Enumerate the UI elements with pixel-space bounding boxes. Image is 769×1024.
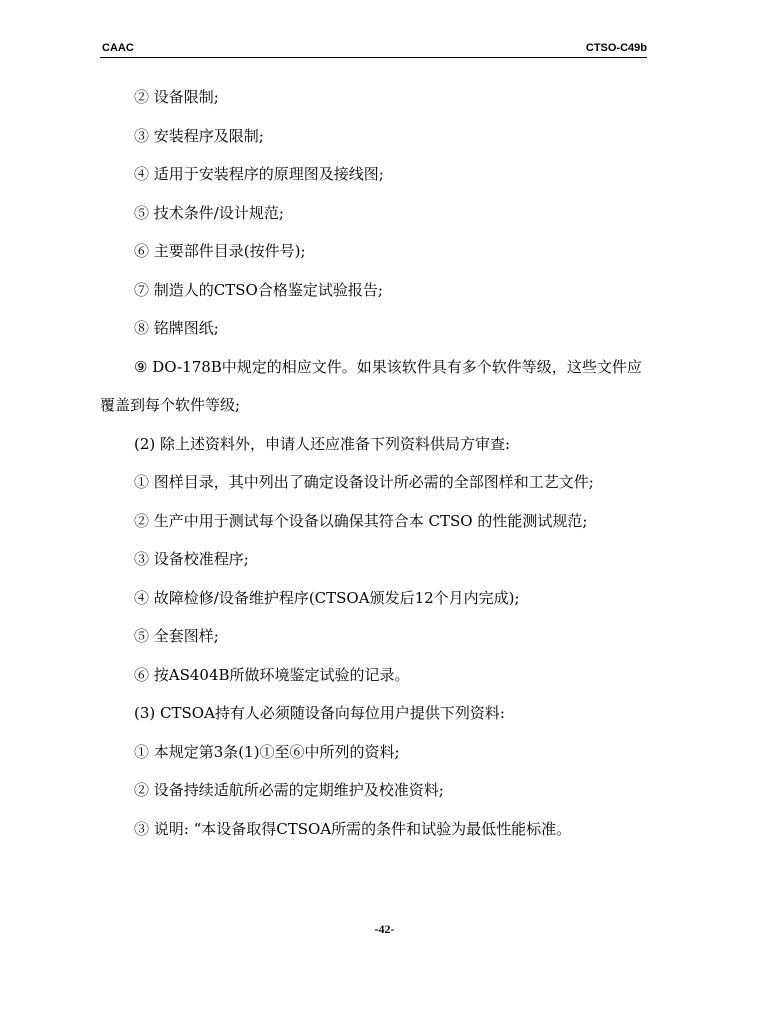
list-item: ① 图样目录，其中列出了确定设备设计所必需的全部图样和工艺文件; [134, 473, 594, 491]
list-item: ④ 适用于安装程序的原理图及接线图; [134, 165, 384, 183]
list-item: ⑥ 主要部件目录(按件号); [134, 242, 306, 260]
list-item: ③ 说明: “本设备取得CTSOA所需的条件和试验为最低性能标准。 [134, 819, 572, 838]
page-number: -42- [374, 922, 395, 936]
section-heading: (3) CTSOA持有人必须随设备向每位用户提供下列资料: [134, 704, 505, 722]
list-item: ② 设备持续适航所必需的定期维护及校准资料; [134, 781, 444, 799]
page-header [100, 40, 647, 58]
list-item: ④ 故障检修/设备维护程序(CTSOA颁发后12个月内完成); [134, 588, 520, 607]
list-item: ⑦ 制造人的CTSO合格鉴定试验报告; [134, 280, 383, 299]
list-item: ⑤ 技术条件/设计规范; [134, 203, 284, 222]
list-item: ② 设备限制; [134, 88, 219, 106]
document-body [100, 78, 647, 848]
list-item: ⑧ 铭牌图纸; [134, 319, 219, 337]
header-org: CAAC [102, 42, 134, 54]
list-item: ③ 设备校准程序; [134, 550, 249, 568]
list-item: ③ 安装程序及限制; [134, 126, 264, 145]
list-item: ① 本规定第3条(1)①至⑥中所列的资料; [134, 742, 400, 761]
list-item: ⑥ 按AS404B所做环境鉴定试验的记录。 [134, 665, 410, 684]
list-item: ⑤ 全套图样; [134, 627, 219, 645]
section-heading: (2) 除上述资料外，申请人还应准备下列资料供局方审查: [134, 434, 511, 453]
header-doc-id: CTSO-C49b [585, 42, 647, 54]
list-item: ⑨ DO-178B中规定的相应文件。如果该软件具有多个软件等级，这些文件应覆盖到每个软件等级; [100, 357, 642, 414]
list-item: ② 生产中用于测试每个设备以确保其符合本 CTSO 的性能测试规范; [134, 511, 588, 530]
